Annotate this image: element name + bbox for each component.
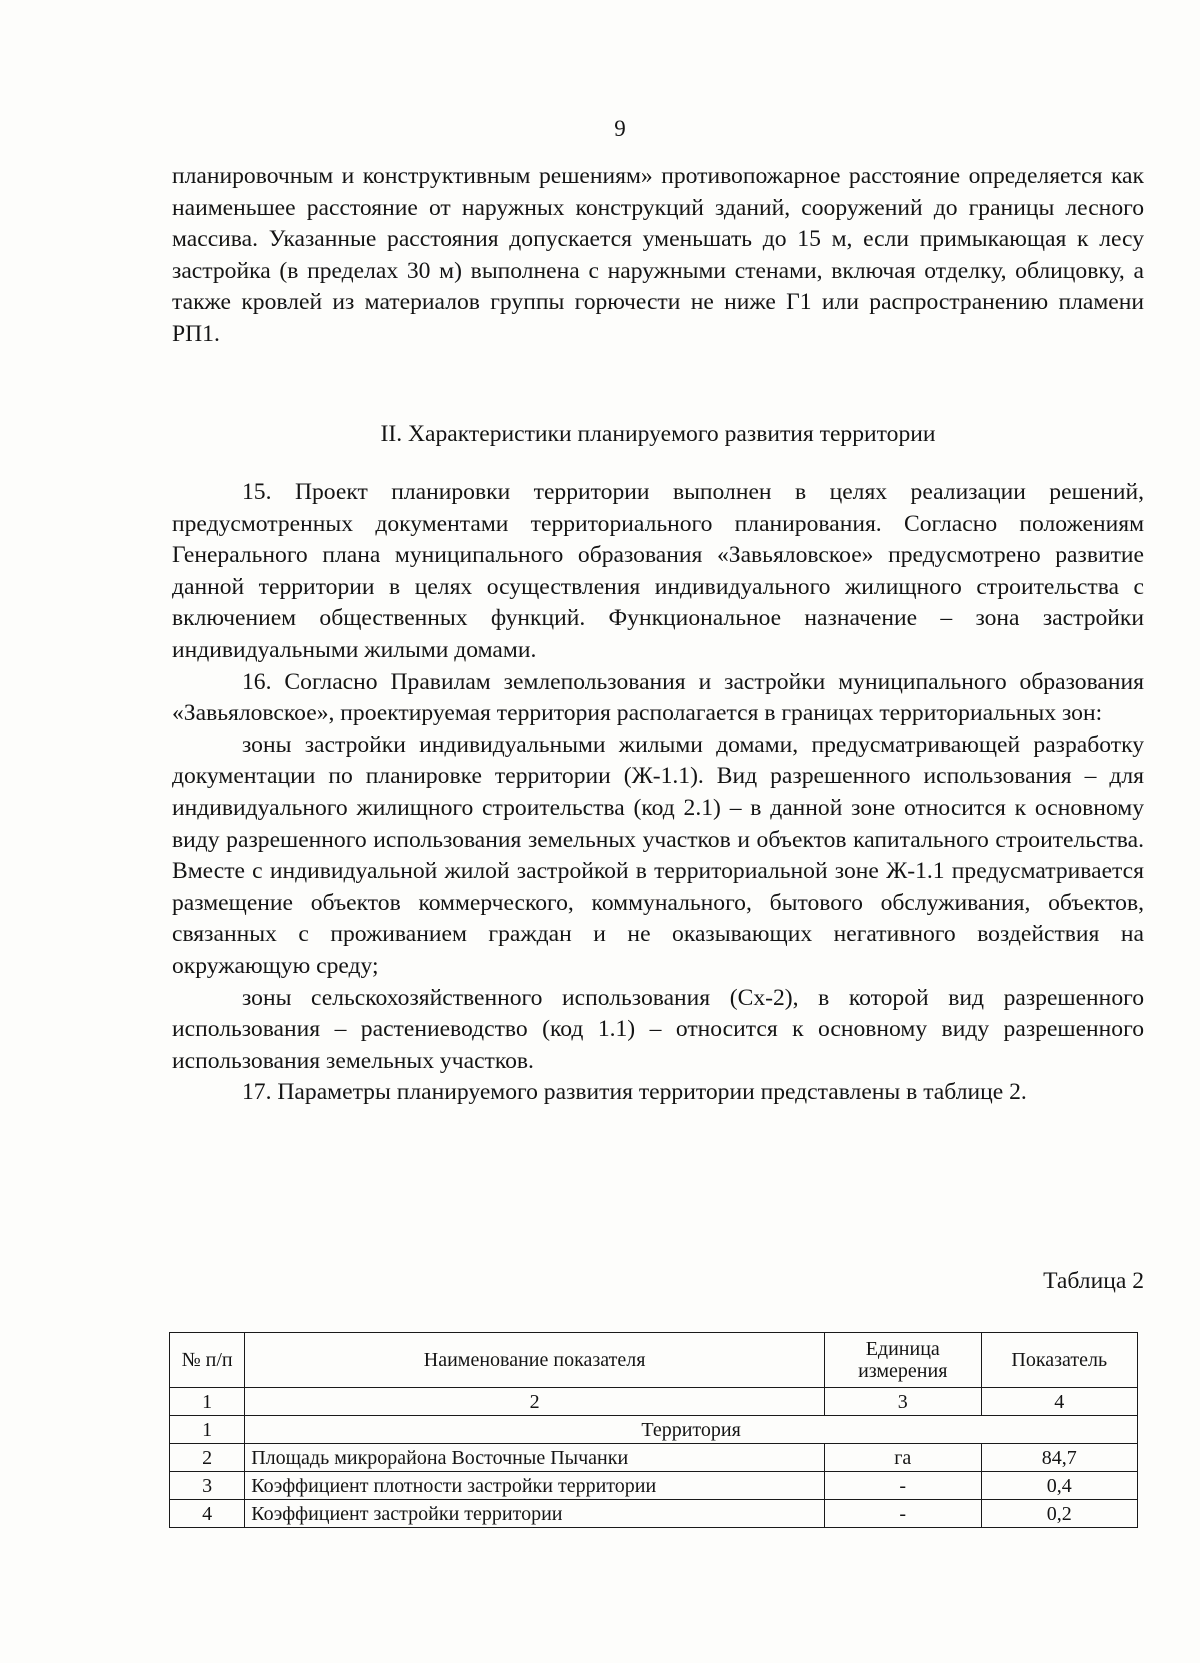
- column-number: 3: [825, 1388, 981, 1416]
- header-value: Показатель: [981, 1333, 1138, 1388]
- header-name: Наименование показателя: [245, 1333, 825, 1388]
- row-value: 0,2: [981, 1500, 1138, 1528]
- page-number: 9: [614, 116, 626, 141]
- table-row: [170, 1500, 1138, 1528]
- column-number: 2: [245, 1388, 825, 1416]
- row-unit: -: [825, 1500, 981, 1528]
- row-value: 84,7: [981, 1444, 1138, 1472]
- zone-residential-paragraph: зоны застройки индивидуальными жилыми домами, предусматривающей разработку документации по планировке территории (Ж-1.1). Вид разрешенного использования – для индивидуального жилищного строительства (код 2.1) – в данной зоне относится к основному виду разрешенного использования земельных участков и объектов капитального строительства. Вместе с индивидуальной жилой застройкой в территориальной зоне Ж-1.1 предусматривается размещение объектов коммерческого, коммунального, бытового обслуживания, объектов, связанных с проживанием граждан и не оказывающих негативного воздействия на окружающую среду;: [172, 731, 1144, 979]
- row-name: Коэффициент плотности застройки территории: [245, 1472, 825, 1500]
- parameters-table: [169, 1332, 1138, 1528]
- section-row-title: Территория: [245, 1416, 1138, 1444]
- header-num: № п/п: [170, 1333, 245, 1388]
- body-paragraphs: [172, 477, 1144, 1109]
- column-numbers-row: [170, 1388, 1138, 1416]
- table-row: [170, 1444, 1138, 1472]
- row-num: 4: [170, 1500, 245, 1528]
- row-name: Коэффициент застройки территории: [245, 1500, 825, 1528]
- intro-paragraph-block: [172, 161, 1144, 351]
- section-row-num: 1: [170, 1416, 245, 1444]
- paragraph-15: 15. Проект планировки территории выполнен в целях реализации решений, предусмотренных документами территориального планирования. Согласно положениям Генерального плана муниципального образования «Завьяловское» предусмотрено развитие данной территории в целях осуществления индивидуального жилищного строительства с включением общественных функций. Функциональное назначение – зона застройки индивидуальными жилыми домами.: [172, 479, 1144, 663]
- column-number: 4: [981, 1388, 1138, 1416]
- paragraph-17: 17. Параметры планируемого развития территории представлены в таблице 2.: [242, 1079, 1027, 1106]
- zone-agricultural-paragraph: зоны сельскохозяйственного использования (Сх-2), в которой вид разрешенного использования – растениеводство (код 1.1) – относится к основному виду разрешенного использования земельных участков.: [172, 984, 1144, 1074]
- section-row: [170, 1416, 1138, 1444]
- paragraph-16: 16. Согласно Правилам землепользования и застройки муниципального образования «Завьяловское», проектируемая территория располагается в границах территориальных зон:: [172, 668, 1144, 727]
- row-unit: га: [825, 1444, 981, 1472]
- row-num: 3: [170, 1472, 245, 1500]
- row-unit: -: [825, 1472, 981, 1500]
- section-heading: II. Характеристики планируемого развития территории: [380, 421, 936, 447]
- row-name: Площадь микрорайона Восточные Пычанки: [245, 1444, 825, 1472]
- table-caption: Таблица 2: [1043, 1268, 1144, 1294]
- intro-paragraph: планировочным и конструктивным решениям» противопожарное расстояние определяется как наименьшее расстояние от наружных конструкций зданий, сооружений до границы лесного массива. Указанные расстояния допускается уменьшать до 15 м, если примыкающая к лесу застройка (в пределах 30 м) выполнена с наружными стенами, включая отделку, облицовку, а также кровлей из материалов группы горючести не ниже Г1 или распространению пламени РП1.: [172, 163, 1144, 347]
- column-number: 1: [170, 1388, 245, 1416]
- row-num: 2: [170, 1444, 245, 1472]
- table-header-row: [170, 1333, 1138, 1388]
- header-unit: Единица измерения: [825, 1333, 981, 1388]
- row-value: 0,4: [981, 1472, 1138, 1500]
- table-row: [170, 1472, 1138, 1500]
